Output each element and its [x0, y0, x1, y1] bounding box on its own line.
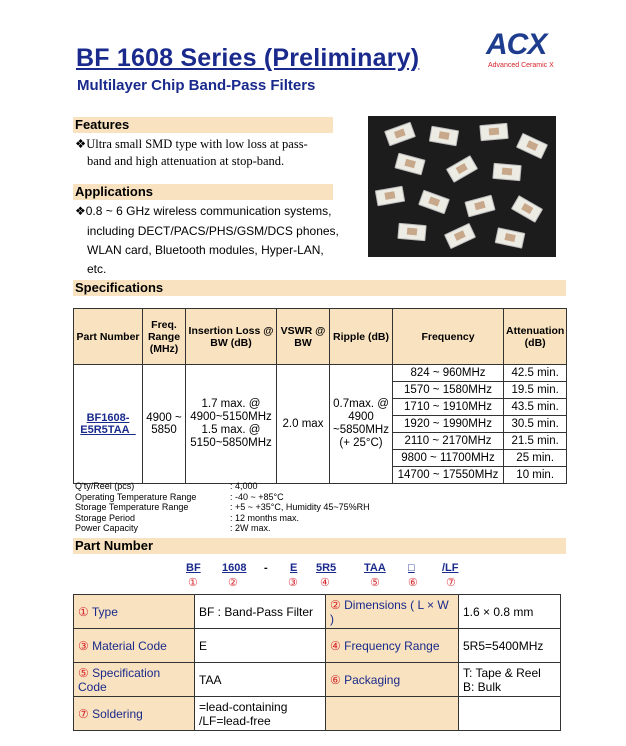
- pn-code-packaging: □: [408, 562, 415, 574]
- pn-label-spec: ⑤ Specification Code: [74, 663, 195, 697]
- pn-code-soldering: /LF: [442, 562, 459, 574]
- attenuation-cell: 10 min.: [504, 467, 567, 484]
- col-vswr: VSWR @ BW: [277, 309, 330, 365]
- pn-value-dimensions: 1.6 × 0.8 mm: [459, 595, 561, 629]
- extra-spec-value: : -40 ~ +85°C: [230, 491, 284, 502]
- marker-4: ④: [320, 577, 330, 589]
- attenuation-cell: 42.5 min.: [504, 365, 567, 382]
- pn-label-packaging: ⑥ Packaging: [326, 663, 459, 697]
- vswr-cell: 2.0 max: [277, 365, 330, 484]
- col-attenuation: Attenuation (dB): [504, 309, 567, 365]
- marker-2: ②: [228, 577, 238, 589]
- pn-value-type: BF : Band-Pass Filter: [195, 595, 326, 629]
- freq-range-cell: 4900 ~ 5850: [143, 365, 186, 484]
- specifications-heading: Specifications: [73, 280, 566, 296]
- col-frequency: Frequency: [393, 309, 504, 365]
- page-title: BF 1608 Series (Preliminary): [76, 44, 420, 72]
- extra-spec-label: Storage Temperature Range: [75, 502, 189, 513]
- marker-3: ③: [288, 577, 298, 589]
- extra-spec-label: Operating Temperature Range: [75, 491, 197, 502]
- frequency-cell: 1570 ~ 1580MHz: [393, 382, 504, 399]
- marker-6: ⑥: [408, 577, 418, 589]
- features-heading: Features: [73, 117, 333, 133]
- col-freq-range: Freq. Range (MHz): [143, 309, 186, 365]
- col-part-number: Part Number: [74, 309, 143, 365]
- specifications-table: [73, 308, 567, 484]
- ripple-cell: 0.7max. @ 4900 ~5850MHz (+ 25°C): [330, 365, 393, 484]
- pn-value-soldering: =lead-containing /LF=lead-free: [195, 697, 326, 731]
- features-line-1: ❖Ultra small SMD type with low loss at pass-: [75, 137, 308, 151]
- attenuation-cell: 21.5 min.: [504, 433, 567, 450]
- applications-line-4: etc.: [87, 262, 107, 276]
- frequency-cell: 1710 ~ 1910MHz: [393, 399, 504, 416]
- attenuation-cell: 30.5 min.: [504, 416, 567, 433]
- attenuation-cell: 25 min.: [504, 450, 567, 467]
- extra-spec-value: : +5 ~ +35°C, Humidity 45~75%RH: [230, 502, 370, 513]
- attenuation-cell: 19.5 min.: [504, 382, 567, 399]
- part-number-table: [73, 594, 561, 731]
- extra-spec-label: Q'ty/Reel (pcs): [75, 481, 135, 491]
- pn-code-type: BF: [186, 562, 201, 574]
- logo-subtext: Advanced Ceramic X: [488, 62, 554, 69]
- frequency-cell: 1920 ~ 1990MHz: [393, 416, 504, 433]
- pn-value-packaging: T: Tape & Reel B: Bulk: [459, 663, 561, 697]
- pn-label-material: ③ Material Code: [74, 629, 195, 663]
- applications-line-1: ❖0.8 ~ 6 GHz wireless communication systems,: [75, 204, 332, 218]
- extra-spec-label: Storage Period: [75, 512, 136, 523]
- extra-specs: [75, 481, 370, 534]
- attenuation-cell: 43.5 min.: [504, 399, 567, 416]
- extra-spec-value: : 4,000: [230, 481, 258, 491]
- pn-code-material: E: [290, 562, 298, 574]
- pn-code-frequency: 5R5: [316, 562, 337, 574]
- marker-1: ①: [188, 577, 198, 589]
- pn-label-type: ① Type: [74, 595, 195, 629]
- pn-value-material: E: [195, 629, 326, 663]
- pn-label-dimensions: ② Dimensions ( L × W ): [326, 595, 459, 629]
- features-line-2: band and high attenuation at stop-band.: [87, 154, 285, 168]
- pn-value-spec: TAA: [195, 663, 326, 697]
- page-subtitle: Multilayer Chip Band-Pass Filters: [77, 77, 316, 94]
- extra-spec-value: : 12 months max.: [230, 512, 300, 523]
- marker-7: ⑦: [446, 577, 456, 589]
- frequency-cell: 9800 ~ 11700MHz: [393, 450, 504, 467]
- frequency-cell: 14700 ~ 17550MHz: [393, 467, 504, 484]
- extra-spec-label: Power Capacity: [75, 523, 139, 534]
- pn-label-frequency: ④ Frequency Range: [326, 629, 459, 663]
- pn-empty-label: [326, 697, 459, 731]
- frequency-cell: 824 ~ 960MHz: [393, 365, 504, 382]
- extra-spec-value: : 2W max.: [230, 523, 271, 534]
- applications-line-3: WLAN card, Bluetooth modules, Hyper-LAN,: [87, 243, 324, 257]
- marker-5: ⑤: [370, 577, 380, 589]
- part-number-cell: BF1608-E5R5TAA_: [74, 365, 143, 484]
- col-ripple: Ripple (dB): [330, 309, 393, 365]
- pn-code-dash: -: [264, 562, 268, 574]
- part-number-heading: Part Number: [73, 538, 566, 554]
- col-insertion-loss: Insertion Loss @ BW (dB): [186, 309, 277, 365]
- frequency-cell: 2110 ~ 2170MHz: [393, 433, 504, 450]
- acx-logo: [480, 28, 590, 78]
- applications-heading: Applications: [73, 184, 333, 200]
- pn-code-dimension: 1608: [222, 562, 247, 574]
- applications-line-2: including DECT/PACS/PHS/GSM/DCS phones,: [87, 224, 339, 238]
- insertion-loss-cell: 1.7 max. @ 4900~5150MHz 1.5 max. @ 5150~5850MHz: [186, 365, 277, 484]
- product-photo: [368, 116, 556, 257]
- pn-empty-value: [459, 697, 561, 731]
- pn-label-soldering: ⑦ Soldering: [74, 697, 195, 731]
- pn-value-frequency: 5R5=5400MHz: [459, 629, 561, 663]
- logo-text: ACX: [486, 28, 547, 61]
- pn-code-spec: TAA: [364, 562, 386, 574]
